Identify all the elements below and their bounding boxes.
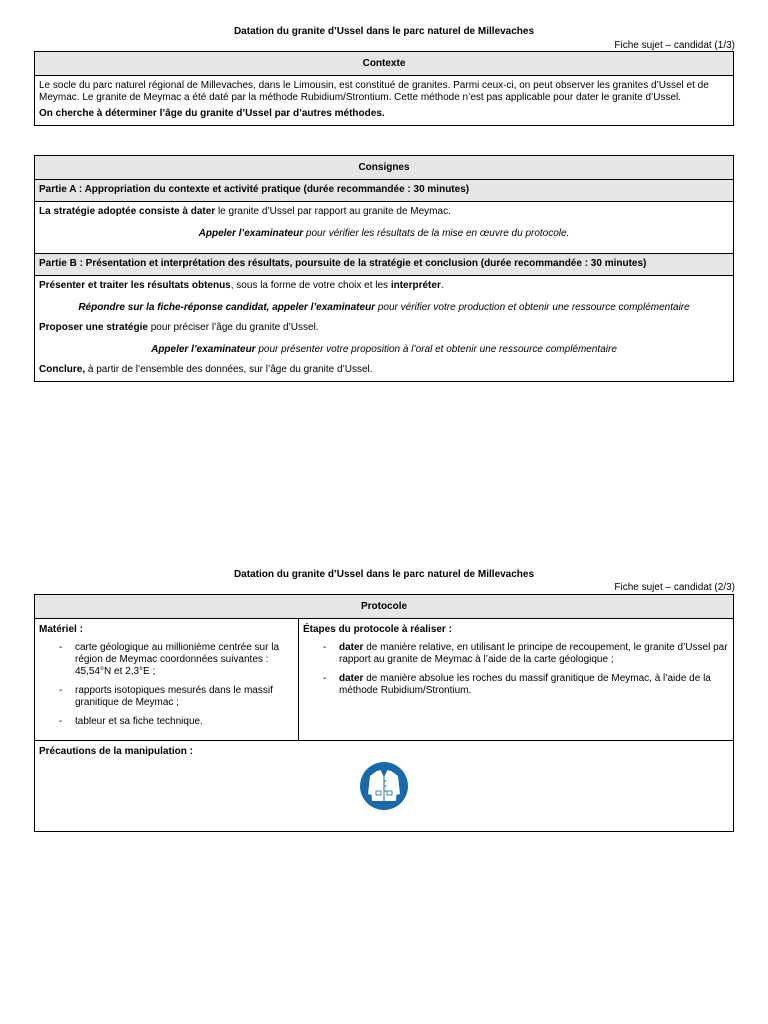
etapes-column (299, 619, 733, 740)
materiel-item: - rapports isotopiques mesurés dans le massif granitique de Meymac ; (39, 685, 294, 709)
consignes-header: Consignes (35, 156, 733, 180)
materiel-list (39, 642, 294, 728)
etape-item: - dater de manière absolue les roches du massif granitique de Meymac, à l’aide de la méthode Rubidium/Strontium. (303, 673, 729, 697)
materiel-column (35, 619, 299, 740)
contexte-body (35, 76, 733, 125)
contexte-header: Contexte (35, 52, 733, 76)
partie-b-strategy: Proposer une stratégie pour préciser l’âge du granite d’Ussel. (39, 322, 319, 333)
partie-b-conclude: Conclure, à partir de l’ensemble des données, sur l’âge du granite d’Ussel. (39, 364, 373, 375)
partie-b-heading: Partie B : Présentation et interprétation des résultats, poursuite de la stratégie et conclusion (durée recommandée : 30 minutes) (35, 254, 733, 276)
protocole-header: Protocole (35, 595, 733, 619)
page1-subtitle: Fiche sujet – candidat (1/3) (614, 40, 735, 51)
lab-coat-icon (358, 760, 410, 812)
partie-a-call: Appeler l’examinateur pour vérifier les résultats de la mise en œuvre du protocole. (198, 228, 570, 239)
partie-b-call-2: Appeler l’examinateur pour présenter votre proposition à l’oral et obtenir une ressource complémentaire (151, 344, 617, 355)
partie-a-strategy: La stratégie adoptée consiste à dater le granite d’Ussel par rapport au granite de Meymac. (39, 206, 451, 217)
etapes-title: Étapes du protocole à réaliser : (303, 624, 452, 635)
precautions-title: Précautions de la manipulation : (39, 746, 193, 757)
contexte-text: Le socle du parc naturel régional de Millevaches, dans le Limousin, est constitué de granites. Parmi ceux-ci, on peut observer les granites d’Ussel et de Meymac. Le granite de Meymac a été daté par la méthode Rubidium/Strontium. Cette méthode n’est pas applicable pour dater le granite d’Ussel. (39, 80, 709, 103)
materiel-item: - carte géologique au millionième centrée sur la région de Meymac coordonnées suivantes : 45,54°N et 2,3°E ; (39, 642, 294, 678)
page2-subtitle: Fiche sujet – candidat (2/3) (614, 582, 735, 593)
materiel-item: - tableur et sa fiche technique. (39, 716, 294, 728)
page1-title: Datation du granite d’Ussel dans le parc naturel de Millevaches (233, 26, 535, 37)
contexte-goal: On cherche à déterminer l’âge du granite d’Ussel par d’autres méthodes. (39, 108, 385, 119)
partie-b-body (35, 276, 733, 381)
partie-a-heading: Partie A : Appropriation du contexte et activité pratique (durée recommandée : 30 minutes) (35, 180, 733, 202)
contexte-box (34, 51, 734, 126)
etapes-list (303, 642, 729, 697)
consignes-box (34, 155, 734, 382)
protocole-columns (35, 619, 733, 741)
precautions-section (35, 741, 733, 831)
partie-b-call-1: Répondre sur la fiche-réponse candidat, appeler l’examinateur pour vérifier votre production et obtenir une ressource complémentaire (78, 302, 690, 313)
partie-a-body (35, 202, 733, 254)
page2-title: Datation du granite d’Ussel dans le parc naturel de Millevaches (233, 569, 535, 580)
protocole-box (34, 594, 734, 832)
materiel-title: Matériel : (39, 624, 83, 635)
partie-b-present: Présenter et traiter les résultats obtenus, sous la forme de votre choix et les interpréter. (39, 280, 444, 291)
etape-item: - dater de manière relative, en utilisant le principe de recoupement, le granite d’Ussel par rapport au granite de Meymac à l’aide de la carte géologique ; (303, 642, 729, 666)
